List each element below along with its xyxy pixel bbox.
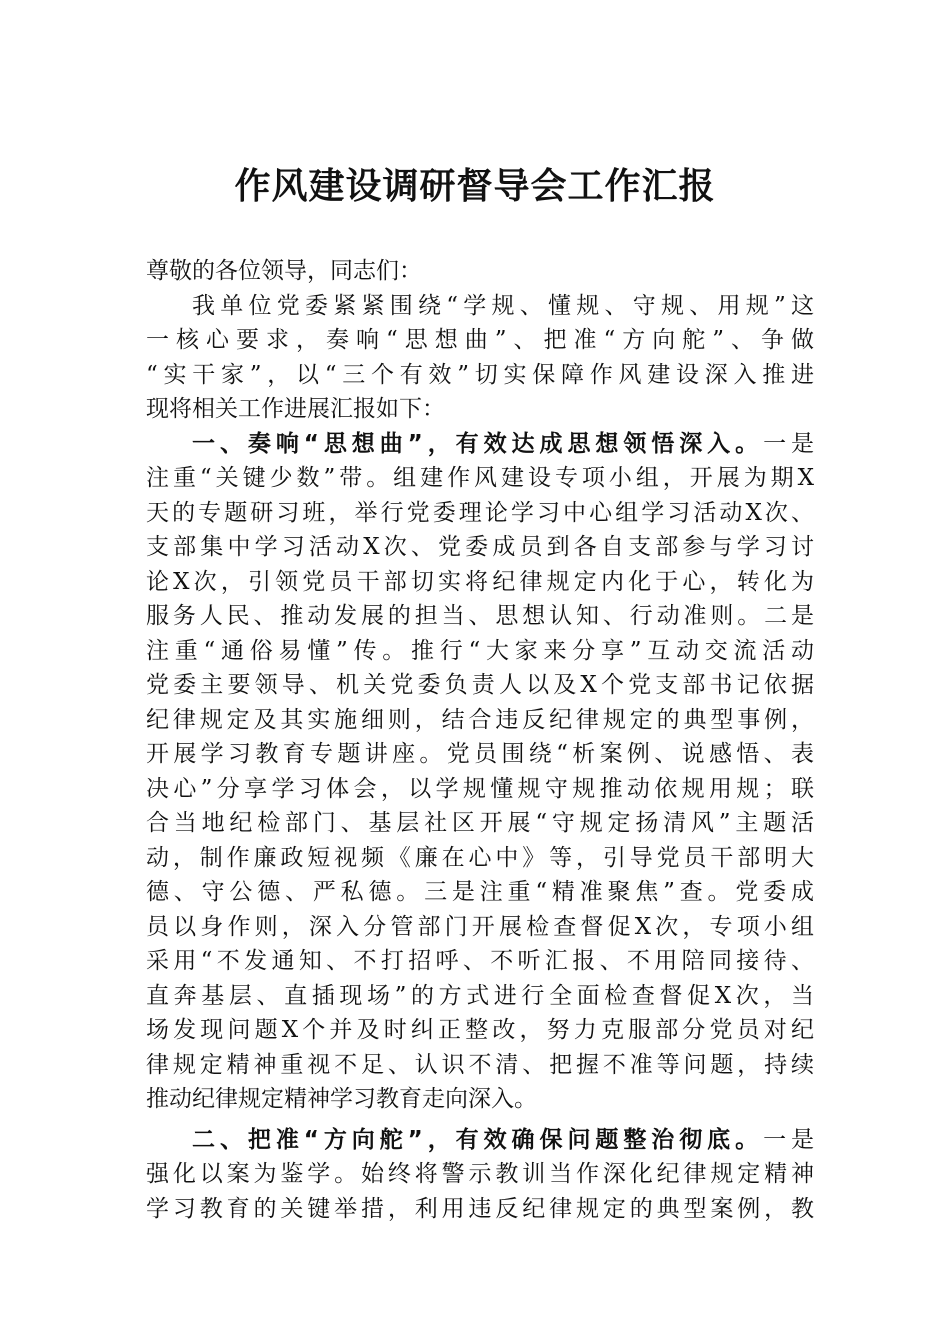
section1-line: 德、守公德、严私德。三是注重“精准聚焦”查。党委成 — [146, 879, 814, 905]
section1-line: 直奔基层、直插现场”的方式进行全面检查督促X次，当 — [146, 982, 814, 1009]
intro-line-2: 一核心要求，奏响“思想曲”、把准“方向舵”、争做 — [146, 327, 814, 353]
intro-line-1: 我单位党委紧紧围绕“学规、懂规、守规、用规”这 — [192, 292, 814, 319]
section1-line: 纪律规定及其实施细则，结合违反纪律规定的典型事例， — [146, 706, 814, 733]
section1-line: 注重“关键少数”带。组建作风建设专项小组，开展为期X — [146, 465, 814, 491]
section1-heading: 一、奏响“思想曲”，有效达成思想领悟深入。 — [192, 430, 764, 457]
section1-line: 注重“通俗易懂”传。推行“大家来分享”互动交流活动 — [146, 637, 814, 664]
section1-line: 推动纪律规定精神学习教育走向深入。 — [146, 1086, 537, 1112]
section1-line: 服务人民、推动发展的担当、思想认知、行动准则。二是 — [146, 603, 814, 629]
section1-line: 论X次，引领党员干部切实将纪律规定内化于心，转化为 — [146, 568, 814, 595]
document-title: 作风建设调研督导会工作汇报 — [234, 165, 716, 207]
salutation: 尊敬的各位领导，同志们： — [146, 258, 422, 284]
section2-line: 学习教育的关键举措，利用违反纪律规定的典型案例，教 — [146, 1195, 814, 1222]
section2-line: 强化以案为鉴学。始终将警示教训当作深化纪律规定精神 — [146, 1161, 814, 1187]
section1-line: 开展学习教育专题讲座。党员围绕“析案例、说感悟、表 — [146, 741, 814, 767]
section1-line: 员以身作则，深入分管部门开展检查督促X次，专项小组 — [146, 913, 814, 940]
section1-line: 支部集中学习活动X次、党委成员到各自支部参与学习讨 — [146, 534, 814, 560]
section2-heading: 二、把准“方向舵”，有效确保问题整治彻底。 — [192, 1126, 764, 1153]
intro-line-3: “实干家”，以“三个有效”切实保障作风建设深入推进 — [146, 361, 814, 388]
section1-line: 合当地纪检部门、基层社区开展“守规定扬清风”主题活 — [146, 810, 814, 836]
document-body — [146, 254, 814, 1226]
section1-first-line — [146, 427, 814, 462]
section1-line: 场发现问题X个并及时纠正整改，努力克服部分党员对纪 — [146, 1017, 814, 1043]
section2-first-tail: 一是 — [763, 1126, 814, 1153]
section1-line: 动，制作廉政短视频《廉在心中》等，引导党员干部明大 — [146, 844, 814, 871]
intro-line-4: 现将相关工作进展汇报如下： — [146, 396, 445, 422]
section1-line: 决心”分享学习体会，以学规懂规守规推动依规用规；联 — [146, 775, 814, 802]
section2-first-line — [146, 1123, 814, 1158]
section1-line: 律规定精神重视不足、认识不清、把握不准等问题，持续 — [146, 1051, 814, 1078]
section1-line: 天的专题研习班，举行党委理论学习中心组学习活动X次、 — [146, 499, 814, 526]
section1-first-tail: 一是 — [763, 430, 814, 457]
section1-line: 采用“不发通知、不打招呼、不听汇报、不用陪同接待、 — [146, 948, 814, 974]
section1-line: 党委主要领导、机关党委负责人以及X个党支部书记依据 — [146, 672, 814, 698]
